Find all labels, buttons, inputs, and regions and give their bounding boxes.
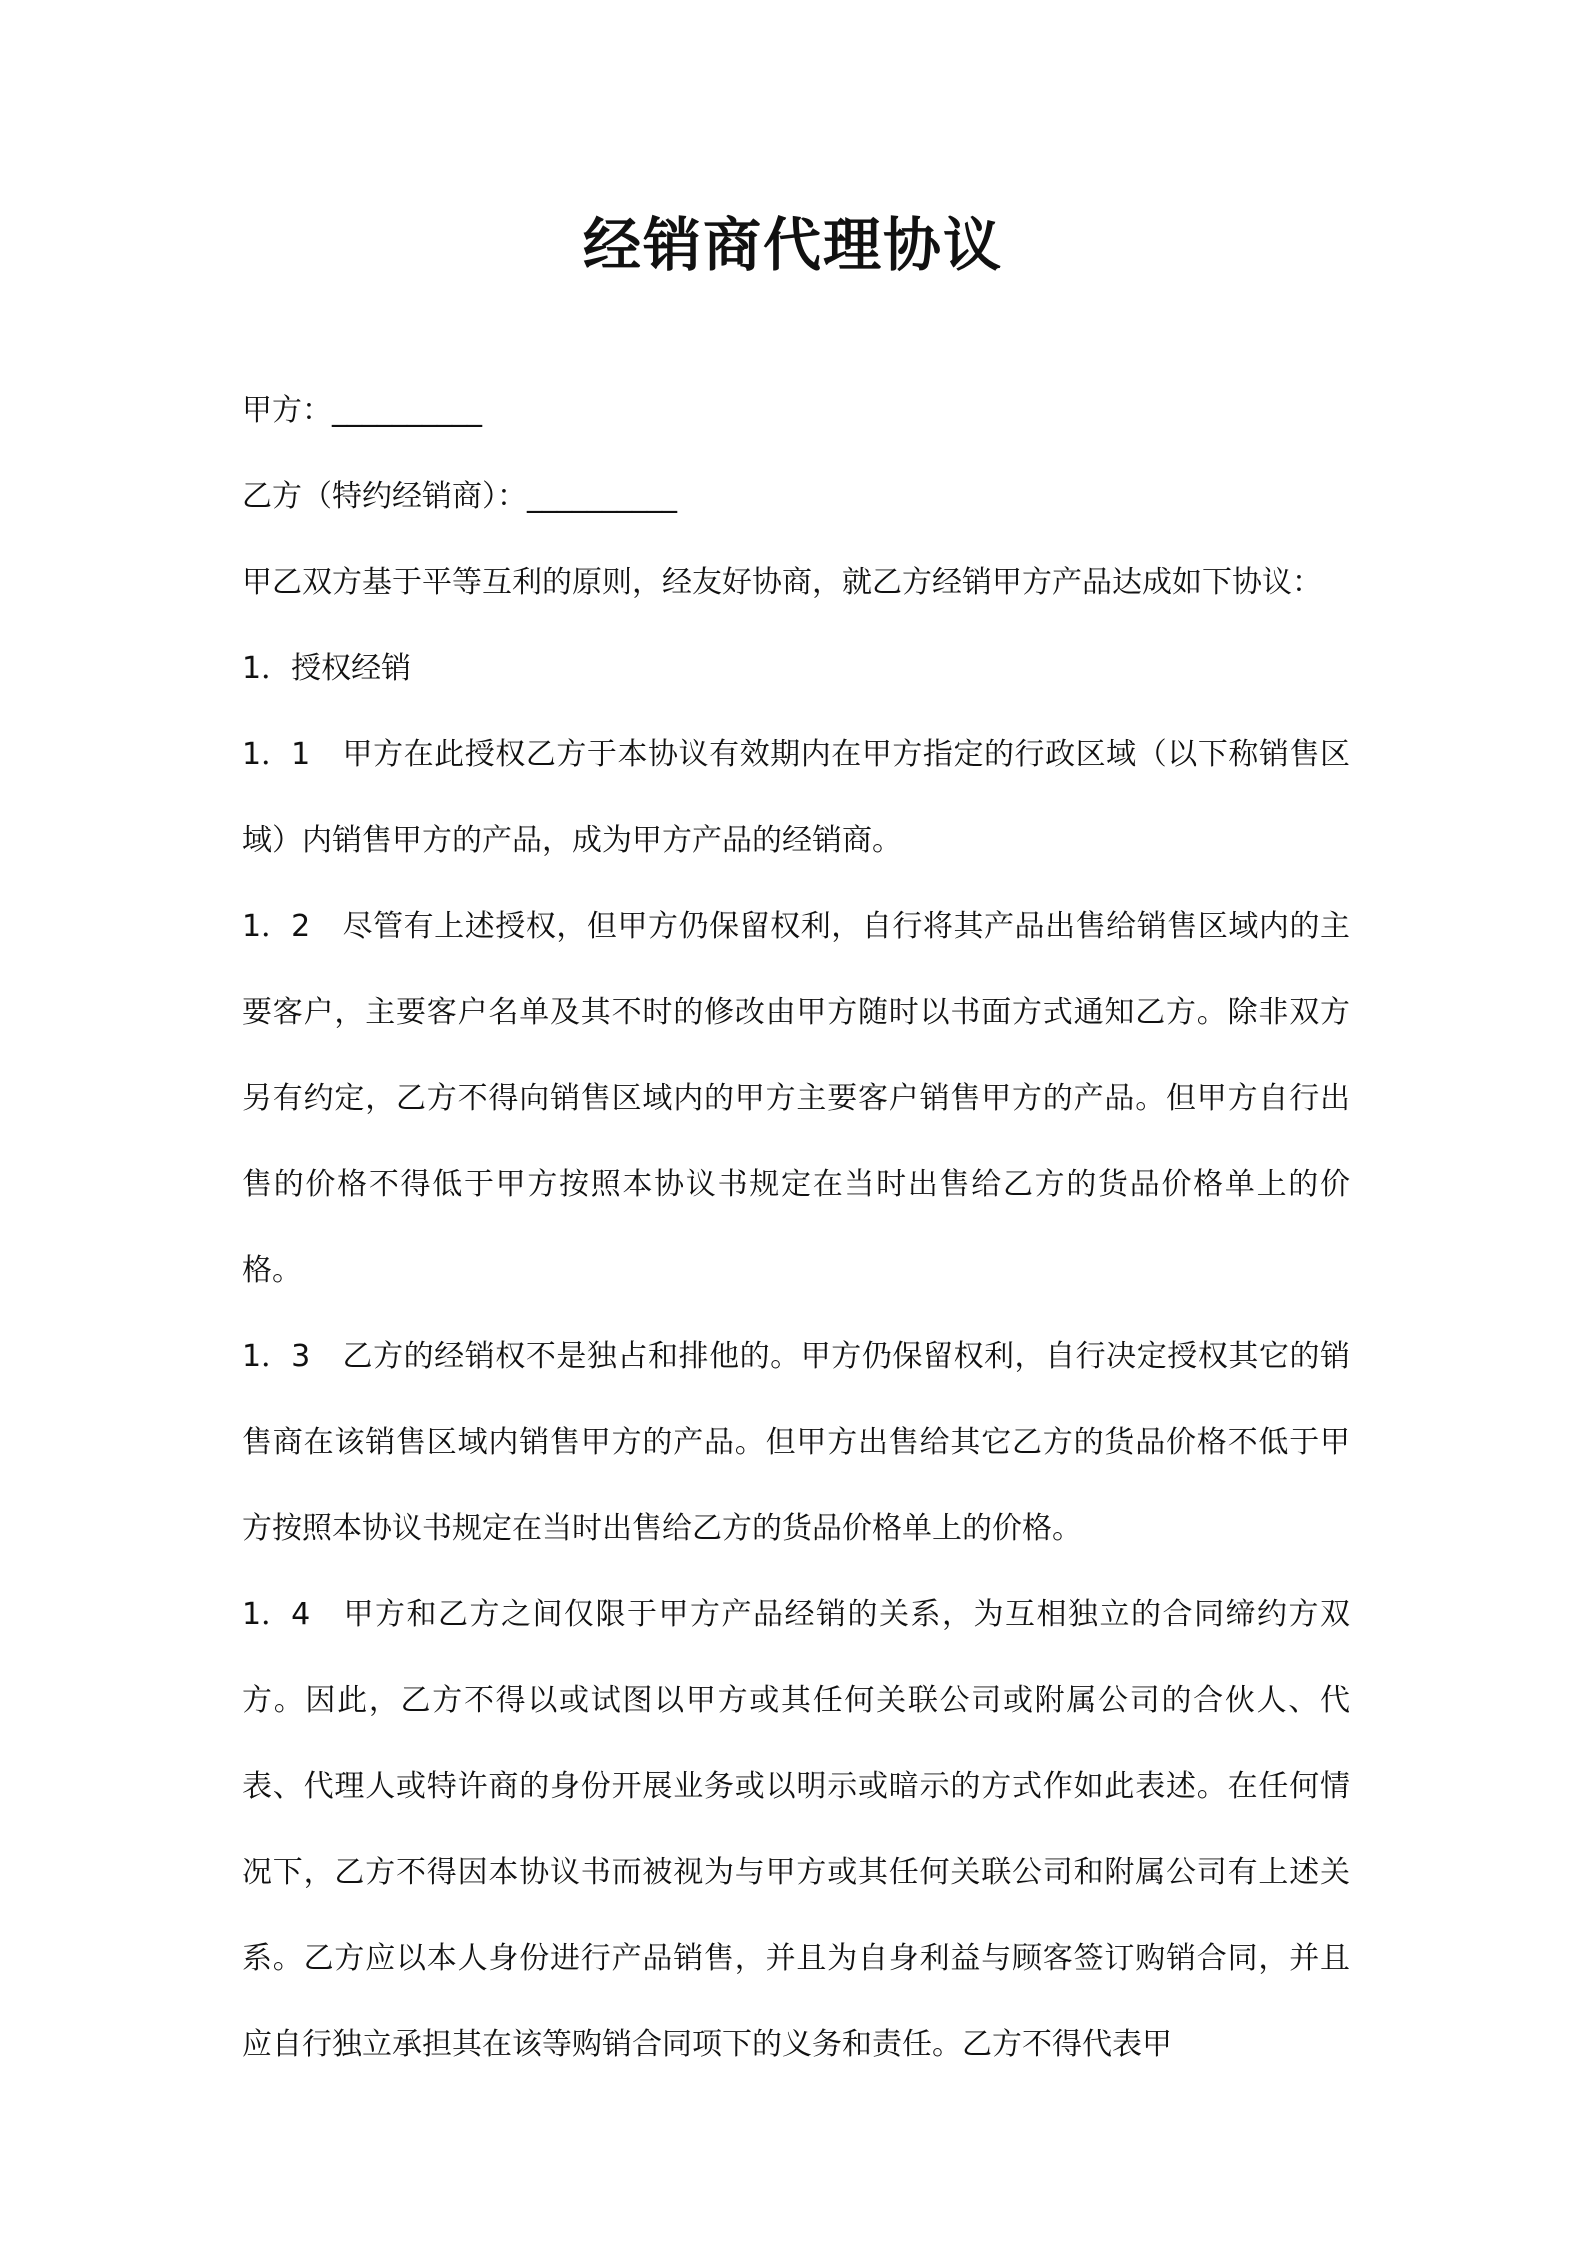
clause-text: 甲方在此授权乙方于本协议有效期内在甲方指定的行政区域（以下称销售区域）内销售甲方的产品，成为甲方产品的经销商。 (242, 737, 1350, 858)
clause-1-2 (242, 884, 1350, 1314)
section-1-heading: 1．授权经销 (242, 651, 412, 686)
preamble: 甲乙双方基于平等互利的原则，经友好协商，就乙方经销甲方产品达成如下协议： (242, 565, 1322, 600)
document-title: 经销商代理协议 (582, 211, 1003, 279)
clause-number: 1．2 (242, 909, 311, 944)
document-body (242, 368, 1350, 2088)
clause-text: 尽管有上述授权，但甲方仍保留权利，自行将其产品出售给销售区域内的主要客户，主要客户名单及其不时的修改由甲方随时以书面方式通知乙方。除非双方另有约定，乙方不得向销售区域内的甲方主要客户销售甲方的产品。但甲方自行出售的价格不得低于甲方按照本协议书规定在当时出售给乙方的货品价格单上的价格。 (242, 909, 1350, 1288)
clause-text: 甲方和乙方之间仅限于甲方产品经销的关系，为互相独立的合同缔约方双方。因此，乙方不得以或试图以甲方或其任何关联公司或附属公司的合伙人、代表、代理人或特许商的身份开展业务或以明示或暗示的方式作如此表述。在任何情况下，乙方不得因本协议书而被视为与甲方或其任何关联公司和附属公司有上述关系。乙方应以本人身份进行产品销售，并且为自身利益与顾客签订购销合同，并且应自行独立承担其在该等购销合同项下的义务和责任。乙方不得代表甲 (242, 1597, 1350, 2062)
clause-1-1 (242, 712, 1350, 884)
clause-number: 1．3 (242, 1339, 311, 1374)
clause-number: 1．4 (242, 1597, 311, 1632)
clause-text: 乙方的经销权不是独占和排他的。甲方仍保留权利，自行决定授权其它的销售商在该销售区域内销售甲方的产品。但甲方出售给其它乙方的货品价格不低于甲方按照本协议书规定在当时出售给乙方的货品价格单上的价格。 (242, 1339, 1350, 1546)
clause-1-3 (242, 1314, 1350, 1572)
party-b-line: 乙方（特约经销商）：__________ (242, 479, 677, 514)
party-a-line: 甲方：__________ (242, 393, 482, 428)
clause-number: 1．1 (242, 737, 311, 772)
clause-1-4 (242, 1572, 1350, 2088)
